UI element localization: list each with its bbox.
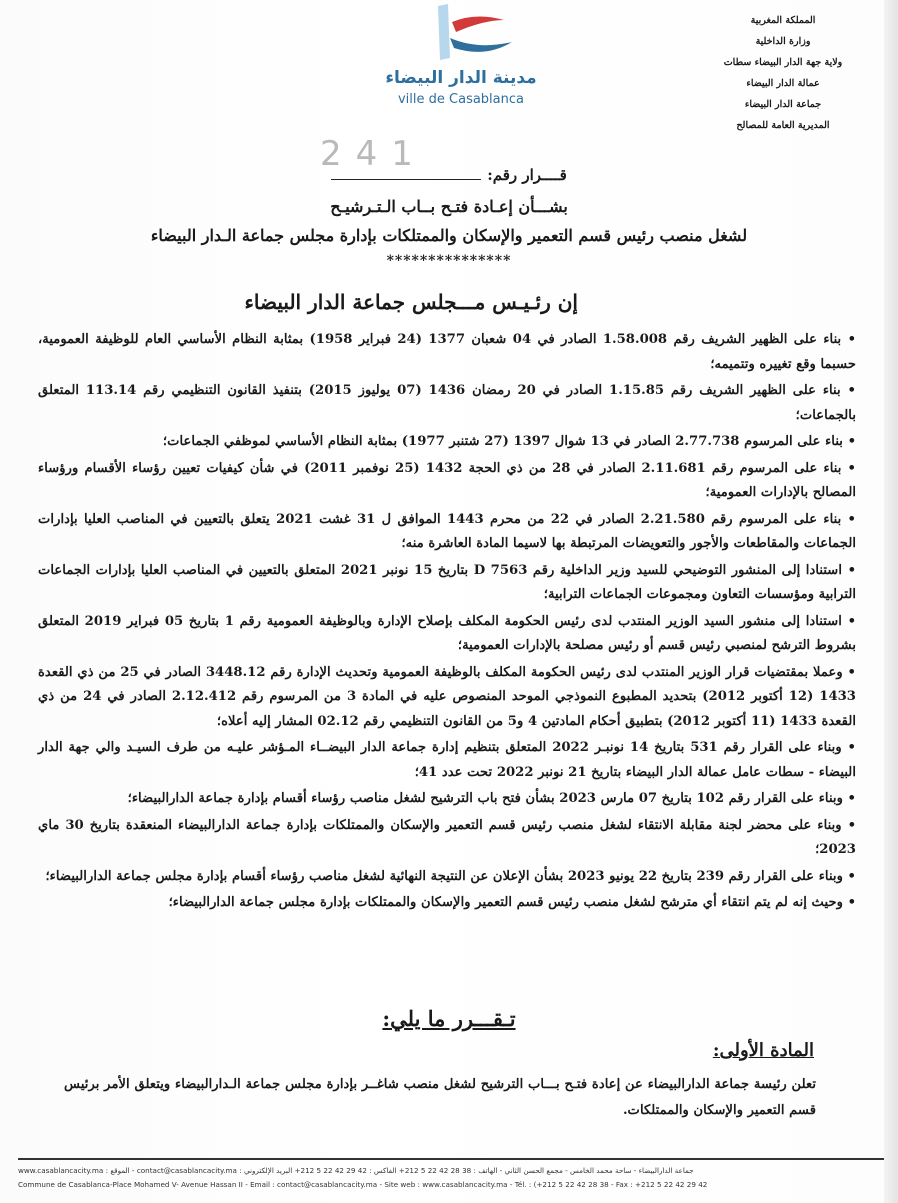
decides-heading: تـقـــرر ما يلي: bbox=[382, 1006, 516, 1031]
admin-line: المديرية العامة للمصالح bbox=[736, 120, 830, 131]
preamble-paragraphs bbox=[38, 328, 856, 918]
article-1-title: المادة الأولى: bbox=[712, 1040, 814, 1061]
footer-french-line: Commune de Casablanca-Place Mohamed V- Avenue Hassan II - Email : contact@casablancacity.ma - Site web : www.casablancacity.ma - Tél. : (+212 5 22 42 28 38 - Fax : +212 5 22 42 29 42 bbox=[18, 1180, 708, 1189]
preamble-paragraph: • وبناء على القرار رقم 531 بتاريخ 14 نونبـر 2022 المتعلق بتنظيم إدارة جماعة الدار البيضــاء المـؤشر عليـه من طرف السيـد والي جهة الدار البيضاء - سطات عامل عمالة الدار البيضاء بتاريخ 21 نونبر 2022 تحت عدد 41؛ bbox=[38, 740, 856, 780]
separator-stars: *************** bbox=[386, 253, 512, 269]
decision-number-blank bbox=[331, 169, 481, 180]
admin-line: جماعة الدار البيضاء bbox=[744, 99, 822, 110]
preamble-paragraph: • وبناء على القرار رقم 239 بتاريخ 22 يونيو 2023 بشأن الإعلان عن النتيجة النهائية لشغل مناصب رؤساء أقسام بإدارة مجلس جماعة الدارالبيضاء؛ bbox=[45, 868, 856, 884]
administrative-header bbox=[708, 10, 858, 136]
preamble-paragraph: • وبناء على القرار رقم 102 بتاريخ 07 مارس 2023 بشأن فتح باب الترشيح لشغل مناصب رؤساء أقسام بإدارة جماعة الدارالبيضاء؛ bbox=[127, 791, 856, 806]
subject-line-1: بشـــأن إعـادة فتـح بــاب الـتـرشيـح bbox=[330, 197, 568, 216]
admin-line: المملكة المغربية bbox=[750, 15, 816, 26]
admin-line: عمالة الدار البيضاء bbox=[746, 78, 820, 89]
city-logo-icon bbox=[426, 2, 516, 68]
admin-line: وزارة الداخلية bbox=[755, 36, 811, 47]
preamble-paragraph: • استنادا إلى منشور السيد الوزير المنتدب لدى رئيس الحكومة المكلف بإصلاح الإدارة وبالوظيفة العمومية رقم 1 بتاريخ 05 فبراير 2019 المتعلق بشروط الترشح لمنصبي رئيس قسم أو رئيس مصلحة بالإدارات العمومية؛ bbox=[38, 613, 857, 653]
preamble-paragraph: • بناء على الظهير الشريف رقم 1.58.008 الصادر في 04 شعبان 1377 (24 فبراير 1958) بمثابة النظام الأساسي العام للوظيفة العمومية، حسبما وقع تغييره وتتميمه؛ bbox=[38, 332, 856, 372]
logo-arabic-text: مدينة الدار البيضاء bbox=[385, 68, 537, 88]
preamble-paragraph: • بناء على المرسوم 2.77.738 الصادر في 13 شوال 1397 (27 شتنبر 1977) بمثابة النظام الأساسي لموظفي الجماعات؛ bbox=[162, 434, 856, 449]
city-logo bbox=[376, 2, 546, 114]
preamble-paragraph: • بناء على الظهير الشريف رقم 1.15.85 الصادر في 20 رمضان 1436 (07 يوليوز 2015) بتنفيذ القانون التنظيمي رقم 113.14 المتعلق بالجماعات؛ bbox=[38, 383, 856, 423]
preamble-paragraph: • وحيث إنه لم يتم انتقاء أي مترشح لشغل منصب رئيس قسم التعمير والإسكان والممتلكات بإدارة مجلس جماعة الدارالبيضاء؛ bbox=[168, 895, 856, 910]
logo-french-text: ville de Casablanca bbox=[397, 92, 524, 107]
decision-number: 241 bbox=[320, 134, 427, 174]
decision-label-line bbox=[0, 166, 898, 184]
subject-line-2: لشغل منصب رئيس قسم التعمير والإسكان والممتلكات بإدارة مجلس جماعة الـدار البيضاء bbox=[150, 226, 748, 245]
preamble-paragraph: • وبناء على محضر لجنة مقابلة الانتقاء لشغل منصب رئيس قسم التعمير والإسكان والممتلكات بإدارة جماعة الدارالبيضاء المنعقدة بتاريخ 30 ماي 2023؛ bbox=[38, 817, 857, 857]
admin-line: ولاية جهة الدار البيضاء سطات bbox=[723, 57, 843, 68]
preamble-paragraph: • وعملا بمقتضيات قرار الوزير المنتدب لدى رئيس الحكومة المكلف بالوظيفة العمومية وتحديث الإدارة رقم 3448.12 الصادر في 25 من ذي القعدة 1433 (12 أكتوبر 2012) بتحديد المطبوع النموذجي الموحد المنصوص عليه في المادة 3 من المرسوم رقم 2.12.412 الصادر في 24 من ذي القعدة 1433 (11 أكتوبر 2012) بتطبيق أحكام المادتين 4 و5 من القانون التنظيمي رقم 02.12 المشار إليه أعلاه؛ bbox=[38, 664, 856, 729]
footer-arabic-line: جماعة الدارالبيضاء - ساحة محمد الخامس - مجمع الحسن الثاني - الهاتف : 38 28 42 22 5 212+ الفاكس : 42 29 42 22 5 212+ البريد الإلكتروني : contact@casablancacity.ma - الموقع : www.casablancacity.ma bbox=[18, 1166, 694, 1175]
decision-label: قــــرار رقم: bbox=[487, 166, 567, 184]
president-title: إن رئـيـس مـــجلس جماعة الدار البيضاء bbox=[244, 290, 578, 314]
article-1-text: تعلن رئيسة جماعة الدارالبيضاء عن إعادة فتـح بـــاب الترشيح لشغل منصب شاغــر بإدارة مجلس جماعة الـدارالبيضاء ويتعلق الأمر برئيس قسم التعمير والإسكان والممتلكات. bbox=[64, 1077, 816, 1118]
preamble-paragraph: • بناء على المرسوم رقم 2.21.580 الصادر في 22 من محرم 1443 الموافق ل 31 غشت 2021 يتعلق بالتعيين في المناصب العليا بإدارات الجماعات والمقاطعات والأجور والتعويضات المرتبطة بها لاسيما المادة العاشرة منه؛ bbox=[38, 511, 856, 551]
preamble-paragraph: • بناء على المرسوم رقم 2.11.681 الصادر في 28 من ذي الحجة 1432 (25 نوفمبر 2011) في شأن كيفيات تعيين رؤساء الأقسام ورؤساء المصالح بالإدارات العمومية؛ bbox=[38, 460, 856, 500]
preamble-paragraph: • استنادا إلى المنشور التوضيحي للسيد وزير الداخلية رقم D 7563 بتاريخ 15 نونبر 2021 المتعلق بالتعيين في المناصب العليا بإدارات الجماعات الترابية ومؤسسات التعاون ومجموعات الجماعات الترابية؛ bbox=[38, 562, 856, 602]
document-footer bbox=[18, 1158, 884, 1200]
